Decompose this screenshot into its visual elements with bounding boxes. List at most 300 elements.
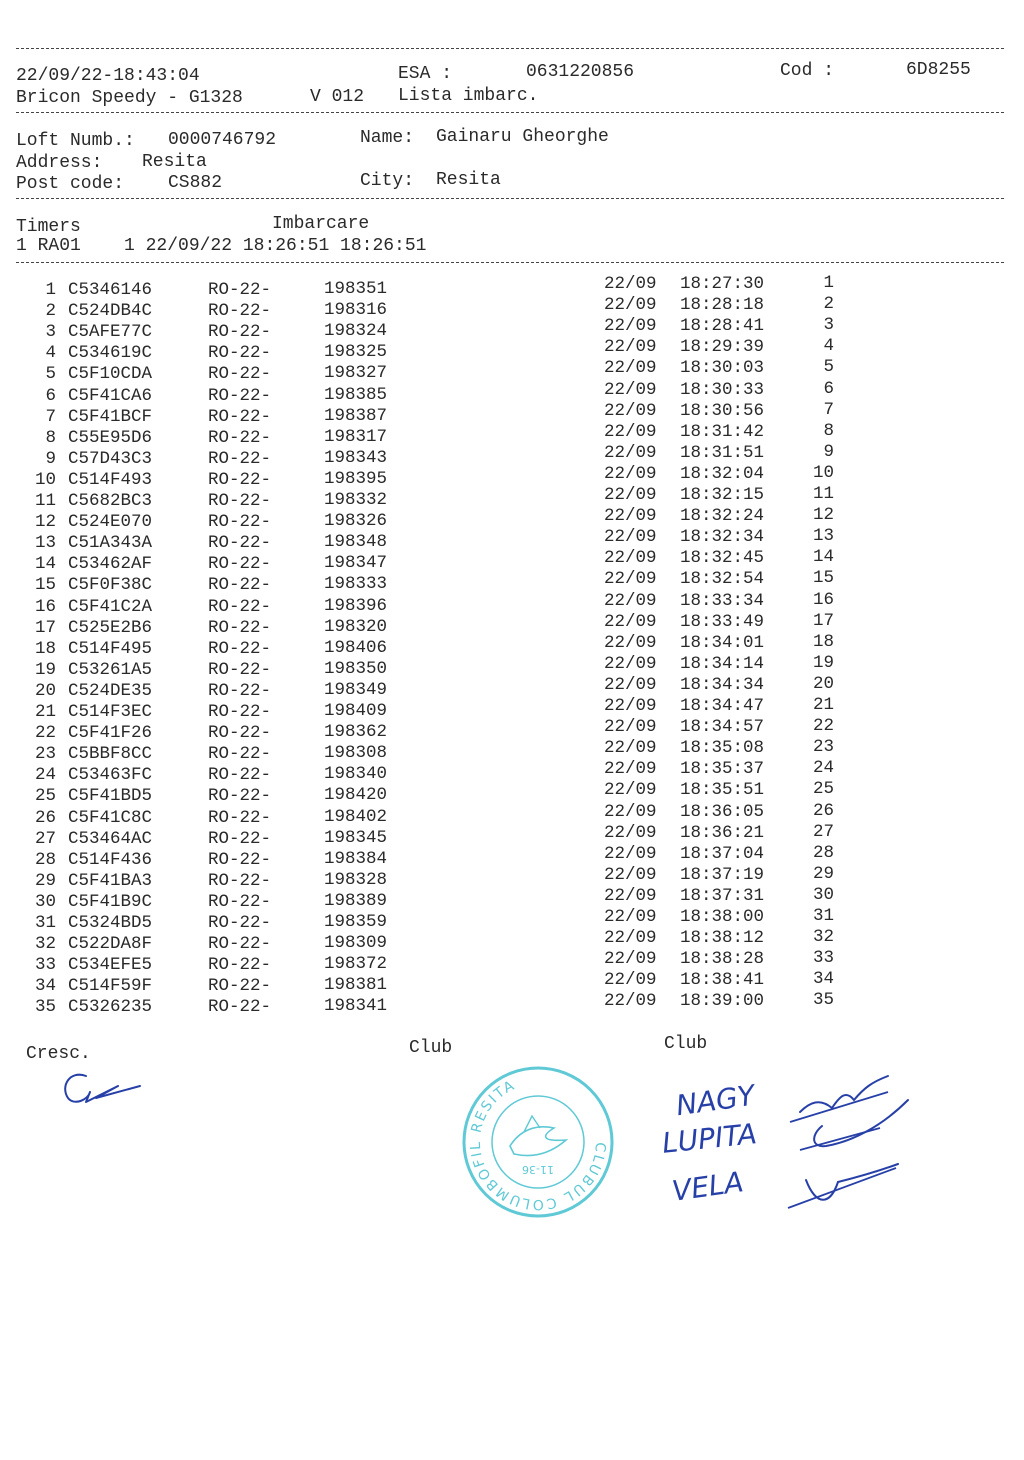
arrival-time: 18:37:31 [680,885,765,906]
arrival-time: 18:28:18 [680,295,765,316]
chip-id: C5F0F38C [68,575,153,596]
arrival-rank: 3 [823,315,834,336]
ring-number: 198387 [324,405,388,426]
arrival-date: 22/09 [604,759,657,780]
table-row [0,484,1024,512]
chip-id: C5F41C8C [68,807,153,828]
table-row [0,336,1024,364]
arrival-date: 22/09 [604,822,657,843]
ring-number: 198317 [324,426,388,447]
arrival-date: 22/09 [604,337,657,358]
table-row [0,526,1024,554]
arrival-time: 18:34:01 [680,632,765,653]
ring-prefix: RO-22- [208,765,272,786]
arrival-time: 18:36:21 [680,822,765,843]
arrival-rank: 15 [812,568,834,589]
ring-prefix: RO-22- [208,659,272,680]
row-index: 10 [34,469,56,490]
arrival-rank: 13 [812,526,834,547]
separator-line [16,112,1004,113]
row-index: 5 [45,364,56,385]
chip-id: C524DB4C [68,301,153,322]
arrival-time: 18:31:42 [680,421,765,442]
ring-prefix: RO-22- [208,343,272,364]
arrival-rank: 2 [823,294,834,315]
arrival-rank: 29 [812,863,834,884]
ring-number: 198381 [324,975,388,996]
table-row [0,821,1024,850]
chip-id: C5F10CDA [68,364,153,385]
table-row [0,441,1024,470]
table-row [0,294,1024,322]
chip-id: C514F495 [68,638,153,659]
table-row [0,800,1024,829]
row-index: 22 [34,723,56,744]
row-index: 30 [34,891,56,912]
arrival-time: 18:29:39 [680,337,765,358]
row-index: 9 [45,448,56,469]
row-index: 17 [34,617,56,638]
row-index: 31 [34,913,56,933]
table-row [0,631,1024,660]
arrival-time: 18:32:54 [680,569,765,590]
arrival-time: 18:32:34 [680,527,765,548]
ring-prefix: RO-22- [208,617,272,638]
arrival-date: 22/09 [604,864,657,885]
row-index: 2 [45,301,56,322]
arrival-rank: 12 [812,505,834,526]
arrival-rank: 16 [812,589,834,610]
chip-id: C534EFE5 [68,955,153,976]
chip-id: C5F41CA6 [68,385,153,406]
row-index: 4 [45,343,56,364]
arrival-date: 22/09 [604,949,657,970]
ring-prefix: RO-22- [208,554,272,575]
ring-number: 198332 [324,490,388,510]
table-row [0,568,1024,596]
arrival-date: 22/09 [604,696,657,716]
table-row [0,462,1024,491]
row-index: 28 [34,849,56,870]
ring-number: 198347 [324,553,388,574]
chip-id: C5F41F26 [68,723,153,744]
chip-id: C53462AF [68,554,153,575]
table-row [0,652,1024,681]
row-index: 33 [34,955,56,976]
row-index: 13 [34,533,56,554]
address-value: Resita [142,152,207,172]
ring-prefix: RO-22- [208,301,272,322]
arrival-date: 22/09 [604,674,657,695]
chip-id: C53463FC [68,765,153,786]
ring-number: 198420 [324,785,388,806]
separator-line [16,262,1004,263]
ring-prefix: RO-22- [208,469,272,490]
arrival-date: 22/09 [604,485,657,505]
ring-number: 198343 [324,447,388,468]
table-row [0,737,1024,765]
arrival-date: 22/09 [604,801,657,822]
ring-number: 198341 [324,996,388,1017]
arrival-rank: 4 [823,336,834,357]
arrival-rank: 20 [812,673,834,694]
city-label: City: [360,171,415,191]
arrival-date: 22/09 [604,885,657,906]
arrival-date: 22/09 [604,358,657,379]
chip-id: C5F41BD5 [68,786,153,807]
arrival-rank: 18 [812,631,834,652]
arrival-date: 22/09 [604,907,657,927]
ring-prefix: RO-22- [208,702,272,722]
chip-id: C5BBF8CC [68,744,153,765]
row-index: 27 [34,828,56,849]
table-row [0,758,1024,786]
ring-number: 198328 [324,869,388,890]
table-row [0,589,1024,618]
arrival-rank: 5 [823,357,834,378]
arrival-rank: 8 [823,420,834,441]
ring-number: 198385 [324,384,388,405]
row-index: 12 [34,512,56,533]
arrival-time: 18:38:00 [680,907,765,927]
chip-id: C5324BD5 [68,913,153,933]
ring-number: 198309 [324,933,388,954]
ring-prefix: RO-22- [208,448,272,469]
row-index: 24 [34,765,56,786]
arrival-time: 18:38:28 [680,949,765,970]
table-row [0,673,1024,702]
arrival-rank: 17 [812,610,834,631]
arrival-rank: 10 [812,462,834,483]
chip-id: C53464AC [68,828,153,849]
table-row [0,378,1024,407]
club-label: Club [664,1034,708,1054]
arrival-time: 18:32:04 [680,463,765,484]
arrival-time: 18:35:37 [680,759,765,780]
stamp-code: 11-36 [522,1163,554,1176]
list-title: Lista imbarc. [398,86,539,106]
chip-id: C5F41C2A [68,596,153,617]
arrival-date: 22/09 [604,400,657,421]
chip-id: C51A343A [68,533,153,554]
arrival-date: 22/09 [604,632,657,653]
ring-prefix: RO-22- [208,997,272,1018]
arrival-date: 22/09 [604,653,657,674]
arrival-rank: 6 [823,378,834,399]
arrival-date: 22/09 [604,295,657,316]
ring-prefix: RO-22- [208,596,272,617]
arrival-time: 18:34:14 [680,653,765,674]
arrival-date: 22/09 [604,274,657,294]
timers-label: Timers [16,217,81,237]
arrival-rank: 30 [812,884,834,905]
chip-id: C5326235 [68,997,153,1018]
name-label: Name: [360,128,415,148]
row-index: 18 [34,638,56,659]
breeder-signature [56,1064,156,1112]
table-row [0,842,1024,871]
ring-prefix: RO-22- [208,575,272,596]
arrival-date: 22/09 [604,379,657,400]
arrival-time: 18:36:05 [680,801,765,822]
arrival-time: 18:32:24 [680,506,765,527]
row-index: 8 [45,427,56,448]
chip-id: C534619C [68,343,153,364]
ring-number: 198308 [324,743,388,764]
chip-id: C514F59F [68,976,153,997]
ring-prefix: RO-22- [208,913,272,933]
arrival-rank: 22 [812,716,834,737]
table-row [0,927,1024,955]
arrival-rank: 32 [812,927,834,948]
arrival-date: 22/09 [604,463,657,484]
table-row [0,610,1024,639]
arrival-rank: 23 [812,737,834,758]
arrival-rank: 21 [812,695,834,715]
imbarcare-label: Imbarcare [272,214,370,234]
arrival-time: 18:30:03 [680,358,765,379]
device-name: Bricon Speedy - G1328 [16,88,243,108]
ring-number: 198396 [324,595,388,616]
arrival-date: 22/09 [604,928,657,949]
arrival-time: 18:37:04 [680,843,765,864]
arrival-time: 18:33:34 [680,590,765,611]
arrival-rank: 33 [812,948,834,969]
arrival-rank: 31 [812,906,834,926]
signature-name-1: NAGY [674,1078,757,1123]
ring-number: 198359 [324,912,388,932]
cod-value: 6D8255 [906,60,971,80]
ring-number: 198345 [324,827,388,848]
arrival-date: 22/09 [604,506,657,527]
row-index: 25 [34,786,56,807]
table-row [0,505,1024,533]
ring-number: 198326 [324,511,388,532]
arrival-date: 22/09 [604,590,657,611]
ring-prefix: RO-22- [208,849,272,870]
chip-id: C57D43C3 [68,448,153,469]
signature-name-3: VELA [669,1165,746,1208]
ring-number: 198320 [324,616,388,637]
ring-prefix: RO-22- [208,786,272,807]
arrival-date: 22/09 [604,442,657,463]
loft-number-label: Loft Numb.: [16,131,135,151]
chip-id: C5346146 [68,280,153,300]
postcode-value: CS882 [168,173,223,193]
ring-prefix: RO-22- [208,364,272,385]
arrival-date: 22/09 [604,738,657,759]
table-row [0,273,1024,301]
row-index: 26 [34,807,56,828]
esa-label: ESA : [398,64,453,84]
arrival-time: 18:35:08 [680,738,765,759]
chip-id: C524E070 [68,512,153,533]
arrival-rank: 35 [812,990,834,1011]
arrival-date: 22/09 [604,316,657,337]
stamp-text: CLUBUL COLUMBOFIL RESITA [467,1077,609,1213]
table-row [0,399,1024,428]
ring-prefix: RO-22- [208,280,272,300]
table-row [0,420,1024,449]
ring-number: 198395 [324,468,388,489]
ring-prefix: RO-22- [208,491,272,511]
ring-prefix: RO-22- [208,807,272,828]
ring-prefix: RO-22- [208,427,272,448]
chip-id: C5AFE77C [68,322,153,343]
chip-id: C514F436 [68,849,153,870]
arrival-time: 18:35:51 [680,780,765,801]
ring-prefix: RO-22- [208,744,272,765]
row-index: 15 [34,575,56,596]
arrival-time: 18:34:57 [680,717,765,738]
table-row [0,716,1024,744]
arrival-time: 18:32:45 [680,548,765,569]
ring-number: 198372 [324,954,388,975]
table-row [0,863,1024,892]
table-row [0,969,1024,997]
arrival-time: 18:34:47 [680,696,765,716]
ring-number: 198348 [324,532,388,553]
club-label: Club [409,1038,453,1058]
chip-id: C524DE35 [68,680,153,701]
arrival-date: 22/09 [604,780,657,801]
arrival-rank: 9 [823,441,834,462]
loft-number-value: 0000746792 [168,130,277,150]
city-value: Resita [436,170,501,190]
table-row [0,547,1024,575]
arrival-rank: 1 [823,273,834,293]
table-row [0,906,1024,934]
arrival-rank: 11 [812,484,834,504]
ring-number: 198340 [324,764,388,785]
chip-id: C55E95D6 [68,427,153,448]
ring-prefix: RO-22- [208,533,272,554]
arrival-date: 22/09 [604,421,657,442]
arrival-rank: 14 [812,547,834,568]
ring-number: 198325 [324,342,388,363]
device-version: V 012 [310,87,365,107]
timer-row: 1 RA01 1 22/09/22 18:26:51 18:26:51 [16,236,427,256]
row-index: 19 [34,659,56,680]
row-index: 6 [45,385,56,406]
table-row [0,990,1024,1018]
arrival-time: 18:30:56 [680,400,765,421]
row-index: 20 [34,680,56,701]
ring-prefix: RO-22- [208,512,272,533]
ring-number: 198349 [324,679,388,700]
row-index: 35 [34,997,56,1018]
row-index: 16 [34,596,56,617]
chip-id: C5682BC3 [68,491,153,511]
ring-prefix: RO-22- [208,723,272,744]
ring-number: 198402 [324,806,388,827]
arrival-time: 18:38:41 [680,970,765,991]
chip-id: C5F41B9C [68,891,153,912]
ring-number: 198333 [324,574,388,595]
chip-id: C514F3EC [68,702,153,722]
table-row [0,884,1024,913]
chip-id: C5F41BA3 [68,870,153,891]
chip-id: C522DA8F [68,934,153,955]
ring-prefix: RO-22- [208,638,272,659]
arrival-rank: 24 [812,758,834,779]
ring-number: 198316 [324,300,388,321]
chip-id: C5F41BCF [68,406,153,427]
arrival-date: 22/09 [604,970,657,991]
arrival-time: 18:28:41 [680,316,765,337]
cresc-label: Cresc. [26,1044,91,1064]
arrival-time: 18:32:15 [680,485,765,505]
ring-number: 198350 [324,658,388,679]
row-index: 11 [34,491,56,511]
ring-number: 198327 [324,363,388,384]
arrival-time: 18:39:00 [680,991,765,1012]
arrival-time: 18:30:33 [680,379,765,400]
ring-prefix: RO-22- [208,385,272,406]
arrival-time: 18:34:34 [680,674,765,695]
arrival-rank: 27 [812,821,834,842]
separator-line [16,198,1004,199]
club-stamp [458,1062,618,1222]
ring-prefix: RO-22- [208,406,272,427]
ring-number: 198406 [324,637,388,658]
arrival-date: 22/09 [604,569,657,590]
arrival-date: 22/09 [604,843,657,864]
row-index: 34 [34,976,56,997]
arrival-rank: 28 [812,842,834,863]
address-label: Address: [16,153,103,173]
esa-value: 0631220856 [526,62,635,82]
arrival-time: 18:27:30 [680,274,765,294]
arrival-date: 22/09 [604,717,657,738]
arrival-rank: 34 [812,969,834,990]
ring-number: 198362 [324,722,388,743]
ring-number: 198324 [324,321,388,342]
ring-prefix: RO-22- [208,680,272,701]
ring-prefix: RO-22- [208,828,272,849]
ring-prefix: RO-22- [208,976,272,997]
ring-prefix: RO-22- [208,891,272,912]
row-index: 1 [45,280,56,300]
table-row [0,695,1024,723]
row-index: 14 [34,554,56,575]
arrival-date: 22/09 [604,611,657,632]
signature-name-2: LUPITA [660,1117,759,1160]
arrival-time: 18:38:12 [680,928,765,949]
table-row [0,315,1024,343]
chip-id: C53261A5 [68,659,153,680]
row-index: 29 [34,870,56,891]
arrival-date: 22/09 [604,527,657,548]
arrival-time: 18:31:51 [680,442,765,463]
arrival-rank: 26 [812,800,834,821]
print-datetime: 22/09/22-18:43:04 [16,66,200,86]
ring-prefix: RO-22- [208,322,272,343]
arrival-time: 18:33:49 [680,611,765,632]
table-row [0,948,1024,976]
separator-line [16,48,1004,49]
chip-id: C514F493 [68,469,153,490]
arrival-rank: 19 [812,652,834,673]
cod-label: Cod : [780,61,835,81]
arrival-rank: 7 [823,399,834,420]
ring-number: 198384 [324,848,388,869]
svg-text:CLUBUL COLUMBOFIL RESITA [468,1077,608,1212]
ring-number: 198351 [324,279,388,299]
postcode-label: Post code: [16,174,125,194]
chip-id: C525E2B6 [68,617,153,638]
row-index: 23 [34,744,56,765]
